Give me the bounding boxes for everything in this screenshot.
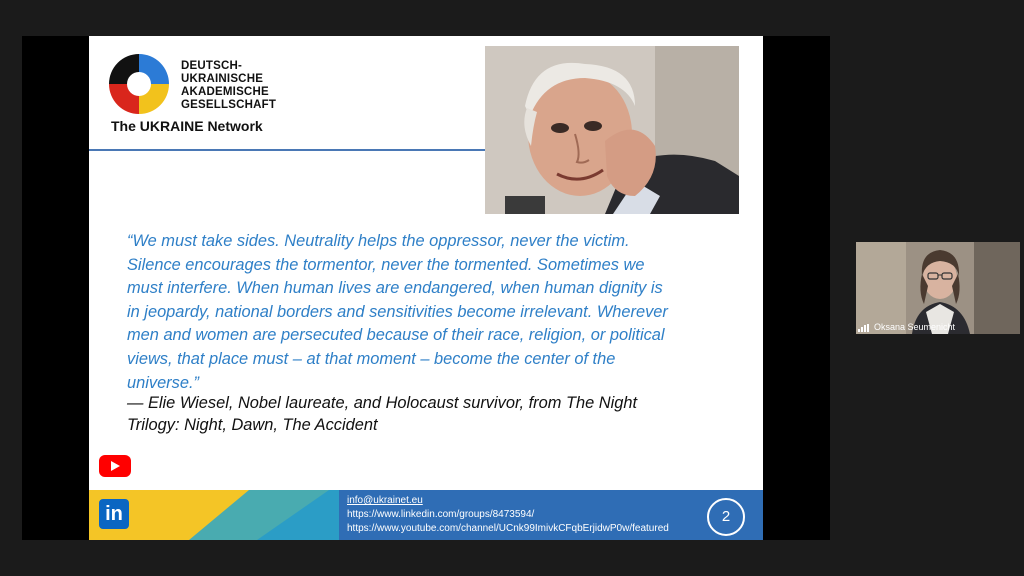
network-title: The UKRAINE Network	[111, 118, 263, 134]
quote-line: “We must take sides. Neutrality helps the oppressor, never the victim.	[127, 232, 630, 250]
page-number: 2	[707, 498, 745, 536]
org-line: UKRAINISCHE	[181, 73, 264, 85]
quote-attribution	[127, 392, 727, 436]
dug-logo-icon	[107, 52, 171, 116]
attribution-line: Trilogy: Night, Dawn, The Accident	[127, 416, 378, 434]
participant-name: Oksana Seumenicht	[874, 322, 956, 332]
quote-line: Silence encourages the tormentor, never the tormented. Sometimes we	[127, 255, 645, 274]
quote-line: views, that place must – at that moment – become the center of the	[127, 349, 616, 368]
signal-strength-icon	[858, 324, 869, 332]
header-divider	[89, 149, 485, 151]
email-link[interactable]: info@ukrainet.eu	[347, 495, 423, 506]
quote-line: in jeopardy, national borders and sensitivities become irrelevant. Wherever	[127, 302, 668, 321]
organization-name	[181, 60, 276, 112]
org-line: AKADEMISCHE	[181, 86, 269, 98]
attribution-line: — Elie Wiesel, Nobel laureate, and Holocaust survivor, from The Night	[127, 394, 638, 412]
participant-video-tile[interactable]	[856, 242, 1020, 334]
participant-video	[856, 242, 1020, 334]
quote-line: men and women are persecuted because of their race, religion, or political	[127, 326, 665, 345]
quote-line: universe.”	[127, 373, 199, 392]
play-triangle	[111, 461, 120, 471]
presentation-slide	[89, 36, 763, 540]
linkedin-link[interactable]: https://www.linkedin.com/groups/8473594/	[347, 509, 535, 520]
slide-footer	[89, 490, 763, 540]
youtube-icon[interactable]	[99, 455, 131, 477]
org-line: GESELLSCHAFT	[181, 99, 277, 111]
participant-name-label	[858, 322, 955, 332]
org-line: DEUTSCH-	[181, 60, 243, 72]
quote-line: must interfere. When human lives are endangered, when human dignity is	[127, 279, 663, 298]
youtube-link[interactable]: https://www.youtube.com/channel/UCnk99ImivkCFqbErjidwP0w/featured	[347, 523, 669, 534]
footer-links	[347, 494, 669, 536]
portrait-photo	[485, 46, 739, 214]
quote-text	[127, 230, 727, 395]
linkedin-icon[interactable]: in	[99, 499, 129, 529]
